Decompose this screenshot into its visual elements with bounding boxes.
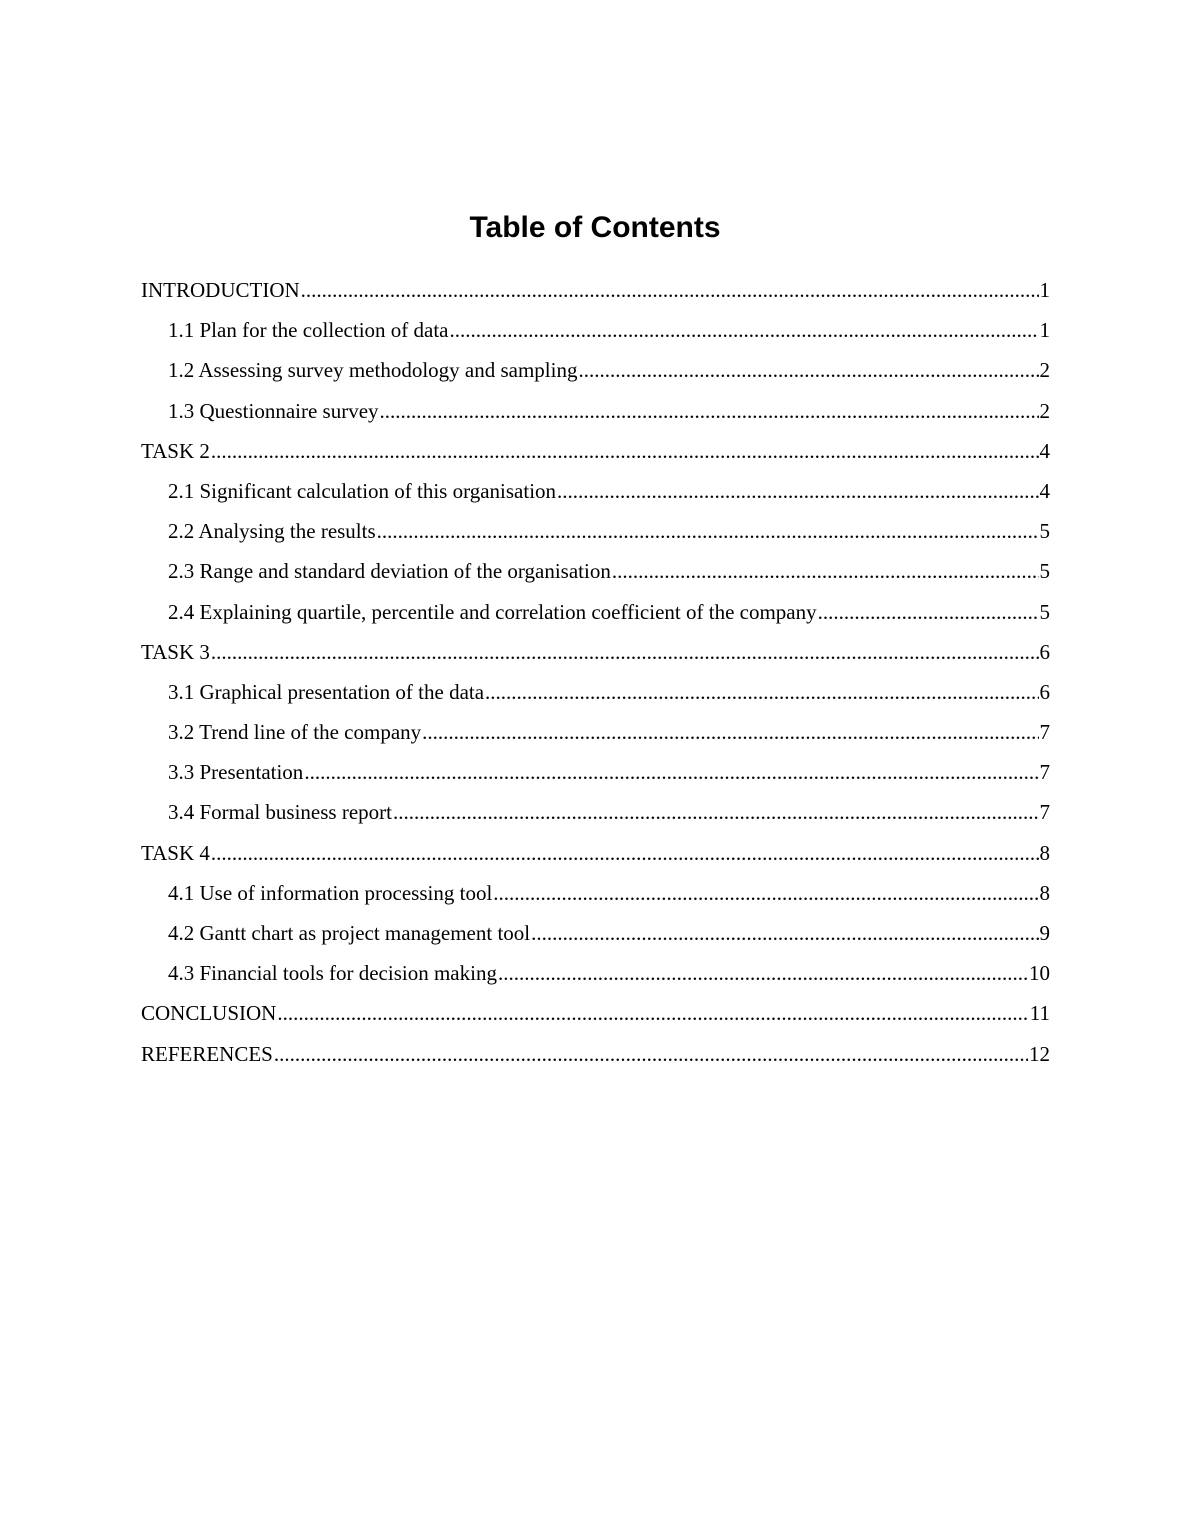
toc-entry-title: TASK 4 (141, 840, 210, 865)
toc-entry-title: 3.4 Formal business report (168, 800, 392, 825)
toc-entry[interactable] (141, 672, 1050, 712)
toc-entry[interactable] (141, 431, 1050, 471)
toc-entry[interactable] (141, 712, 1050, 752)
toc-entry-title: 4.2 Gantt chart as project management tool (168, 921, 531, 945)
toc-entry[interactable] (141, 993, 1050, 1033)
toc-dot-leader (274, 1034, 1028, 1074)
toc-entry[interactable] (141, 270, 1050, 310)
toc-entry-title: 3.2 Trend line of the company (168, 720, 422, 745)
toc-entry-title: 3.3 Presentation (168, 760, 304, 785)
toc-page-number: 10 (1029, 961, 1050, 986)
toc-entry[interactable] (141, 511, 1050, 551)
toc-entry-title: 4.1 Use of information processing tool (168, 880, 493, 905)
toc-page-number: 11 (1029, 1001, 1050, 1026)
toc-dot-leader (578, 350, 1038, 390)
toc-entry[interactable] (141, 752, 1050, 792)
toc-page-number: 2 (1039, 358, 1050, 383)
toc-entry[interactable] (141, 350, 1050, 390)
toc-page-number: 5 (1039, 559, 1050, 584)
toc-page-number: 8 (1039, 840, 1050, 865)
toc-dot-leader (493, 873, 1038, 913)
toc-entry-title: 3.1 Graphical presentation of the data (168, 679, 485, 704)
toc-dot-leader (380, 391, 1039, 431)
toc-page-number: 5 (1039, 519, 1050, 544)
toc-dot-leader (211, 431, 1039, 471)
toc-page-number: 4 (1039, 438, 1050, 463)
toc-entry-title: INTRODUCTION (141, 278, 300, 302)
toc-entry[interactable] (141, 592, 1050, 632)
toc-entry[interactable] (141, 632, 1050, 672)
toc-entry[interactable] (141, 792, 1050, 832)
toc-entry-title: CONCLUSION (141, 1001, 277, 1026)
toc-entry[interactable] (141, 953, 1050, 993)
toc-page-number: 6 (1039, 639, 1050, 664)
toc-page-number: 12 (1029, 1041, 1050, 1066)
toc-entry-title: 1.1 Plan for the collection of data (168, 318, 449, 343)
toc-page-number: 1 (1039, 318, 1050, 343)
toc-dot-leader (211, 632, 1039, 672)
toc-dot-leader (818, 592, 1039, 632)
toc-page-number: 6 (1039, 679, 1050, 704)
toc-page-number: 4 (1039, 478, 1050, 503)
toc-dot-leader (393, 792, 1039, 832)
toc-entry[interactable] (141, 391, 1050, 431)
toc-entry[interactable] (141, 1034, 1050, 1074)
toc-dot-leader (301, 270, 1039, 310)
page-title: Table of Contents (469, 211, 721, 244)
toc-entry[interactable] (141, 873, 1050, 913)
toc-entry-title: 2.1 Significant calculation of this organisation (168, 478, 557, 503)
toc-page-number: 5 (1039, 599, 1050, 624)
toc-page-number: 2 (1039, 398, 1050, 423)
toc-entry[interactable] (141, 551, 1050, 591)
table-of-contents (141, 270, 1050, 1074)
toc-dot-leader (612, 551, 1039, 591)
toc-entry-title: REFERENCES (141, 1041, 273, 1066)
toc-entry-title: TASK 2 (141, 438, 210, 463)
toc-page-number: 9 (1039, 921, 1050, 945)
toc-entry-title: TASK 3 (141, 639, 210, 664)
toc-page-number: 1 (1039, 278, 1050, 302)
toc-entry-title: 2.3 Range and standard deviation of the organisation (168, 559, 611, 584)
toc-entry-title: 2.4 Explaining quartile, percentile and correlation coefficient of the company (168, 599, 817, 624)
toc-entry[interactable] (141, 913, 1050, 953)
toc-page-number: 7 (1039, 720, 1050, 745)
toc-entry-title: 2.2 Analysing the results (168, 519, 376, 544)
toc-page-number: 7 (1039, 760, 1050, 785)
toc-dot-leader (498, 953, 1028, 993)
toc-dot-leader (485, 672, 1038, 712)
toc-page-number: 7 (1039, 800, 1050, 825)
toc-dot-leader (557, 471, 1038, 511)
toc-dot-leader (277, 993, 1028, 1033)
toc-entry-title: 1.3 Questionnaire survey (168, 398, 379, 423)
toc-entry-title: 1.2 Assessing survey methodology and sampling (168, 358, 578, 383)
toc-entry[interactable] (141, 310, 1050, 350)
toc-dot-leader (211, 833, 1039, 873)
toc-dot-leader (450, 310, 1039, 350)
toc-dot-leader (304, 752, 1038, 792)
toc-page-number: 8 (1039, 880, 1050, 905)
toc-dot-leader (377, 511, 1039, 551)
toc-entry-title: 4.3 Financial tools for decision making (168, 961, 497, 986)
toc-entry[interactable] (141, 833, 1050, 873)
toc-dot-leader (422, 712, 1038, 752)
toc-dot-leader (531, 913, 1038, 953)
toc-entry[interactable] (141, 471, 1050, 511)
